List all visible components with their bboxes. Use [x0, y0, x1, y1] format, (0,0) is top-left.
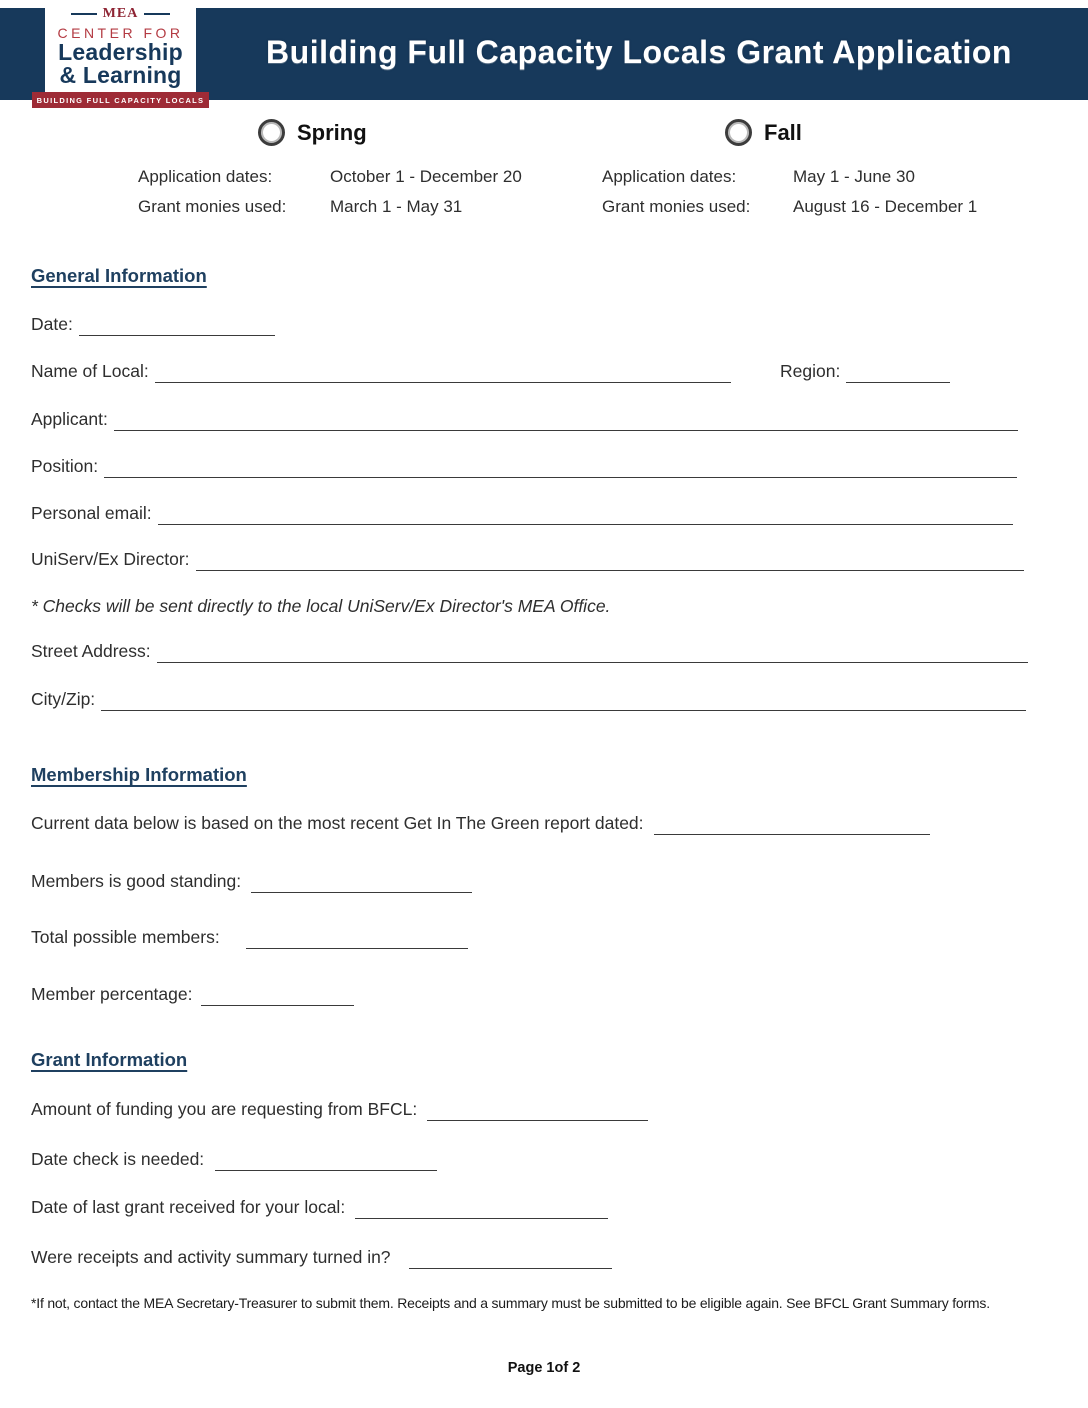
fall-application-dates: May 1 - June 30: [793, 167, 915, 186]
fall-label: Fall: [764, 119, 802, 145]
last-grant-label: Date of last grant received for your local:: [31, 1197, 346, 1217]
date-check-label: Date check is needed:: [31, 1149, 205, 1169]
report-dated-row: [31, 811, 930, 835]
funding-amount-row: [31, 1097, 648, 1121]
spring-grant-monies-label: Grant monies used:: [138, 197, 287, 216]
mea-wordmark: MEA: [102, 6, 139, 21]
page-number: Page 1of 2: [507, 1360, 581, 1376]
city-zip-label: City/Zip:: [31, 689, 96, 709]
logo-leadership: Leadership: [58, 39, 183, 65]
date-label: Date:: [31, 314, 73, 334]
city-zip-input-line[interactable]: [101, 693, 1026, 711]
city-zip-row: [31, 687, 1026, 711]
fall-radio[interactable]: [725, 119, 752, 146]
membership-information-heading: Membership Information: [31, 764, 247, 785]
member-percentage-row: [31, 982, 354, 1006]
last-grant-input-line[interactable]: [355, 1201, 608, 1219]
region-label: Region:: [780, 361, 841, 381]
fall-application-dates-label: Application dates:: [602, 167, 737, 186]
name-of-local-input-line[interactable]: [155, 365, 731, 383]
mea-logo: [36, 0, 205, 113]
logo-rule-right: [144, 13, 170, 15]
good-standing-row: [31, 869, 472, 893]
general-information-heading: General Information: [31, 265, 207, 286]
region-row: [780, 359, 950, 383]
total-possible-input-line[interactable]: [246, 931, 468, 949]
receipts-label: Were receipts and activity summary turned in?: [31, 1247, 391, 1267]
logo-center-for: CENTER FOR: [57, 25, 184, 41]
logo-banner: BUILDING FULL CAPACITY LOCALS: [32, 92, 210, 108]
uniserv-director-row: [31, 547, 1024, 571]
street-address-input-line[interactable]: [157, 645, 1028, 663]
good-standing-input-line[interactable]: [251, 875, 472, 893]
receipts-footnote: *If not, contact the MEA Secretary-Treasurer to submit them. Receipts and a summary must be submitted to be eligible again. See BFCL Grant Summary forms.: [31, 1295, 990, 1311]
region-input-line[interactable]: [846, 365, 950, 383]
date-row: [31, 312, 275, 336]
date-check-row: [31, 1147, 437, 1171]
spring-date-values: [330, 162, 522, 222]
receipts-row: [31, 1245, 612, 1269]
page-title: Building Full Capacity Locals Grant Application: [266, 34, 1012, 70]
mea-logo-top: [71, 6, 171, 22]
uniserv-director-input-line[interactable]: [196, 553, 1024, 571]
receipts-input-line[interactable]: [409, 1251, 612, 1269]
fall-date-labels: [602, 162, 750, 222]
spring-grant-monies: March 1 - May 31: [330, 197, 463, 216]
report-dated-label: Current data below is based on the most recent Get In The Green report dated:: [31, 813, 644, 833]
name-of-local-row: [31, 359, 731, 383]
position-row: [31, 454, 1017, 478]
report-dated-input-line[interactable]: [654, 817, 930, 835]
total-possible-row: [31, 925, 468, 949]
position-label: Position:: [31, 456, 99, 476]
position-input-line[interactable]: [104, 460, 1017, 478]
last-grant-row: [31, 1195, 608, 1219]
personal-email-row: [31, 501, 1013, 525]
street-address-row: [31, 639, 1028, 663]
applicant-label: Applicant:: [31, 409, 108, 429]
fall-option[interactable]: [725, 119, 802, 146]
fall-grant-monies: August 16 - December 1: [793, 197, 978, 216]
logo-rule-left: [71, 13, 97, 15]
date-input-line[interactable]: [79, 318, 275, 336]
good-standing-label: Members is good standing:: [31, 871, 242, 891]
spring-date-labels: [138, 162, 286, 222]
funding-amount-input-line[interactable]: [427, 1103, 648, 1121]
personal-email-label: Personal email:: [31, 503, 152, 523]
spring-radio[interactable]: [258, 119, 285, 146]
funding-amount-label: Amount of funding you are requesting from BFCL:: [31, 1099, 418, 1119]
name-of-local-label: Name of Local:: [31, 361, 149, 381]
member-percentage-label: Member percentage:: [31, 984, 193, 1004]
spring-option[interactable]: [258, 119, 367, 146]
fall-date-values: [793, 162, 977, 222]
spring-application-dates: October 1 - December 20: [330, 167, 522, 186]
member-percentage-input-line[interactable]: [201, 988, 354, 1006]
applicant-input-line[interactable]: [114, 413, 1018, 431]
date-check-input-line[interactable]: [215, 1153, 437, 1171]
personal-email-input-line[interactable]: [158, 507, 1013, 525]
logo-learning: & Learning: [59, 62, 182, 89]
grant-information-heading: Grant Information: [31, 1049, 188, 1070]
checks-note: * Checks will be sent directly to the local UniServ/Ex Director's MEA Office.: [31, 596, 611, 616]
fall-grant-monies-label: Grant monies used:: [602, 197, 751, 216]
spring-label: Spring: [297, 119, 367, 145]
total-possible-label: Total possible members:: [31, 927, 220, 947]
uniserv-director-label: UniServ/Ex Director:: [31, 549, 190, 569]
applicant-row: [31, 407, 1018, 431]
street-address-label: Street Address:: [31, 641, 151, 661]
spring-application-dates-label: Application dates:: [138, 167, 273, 186]
